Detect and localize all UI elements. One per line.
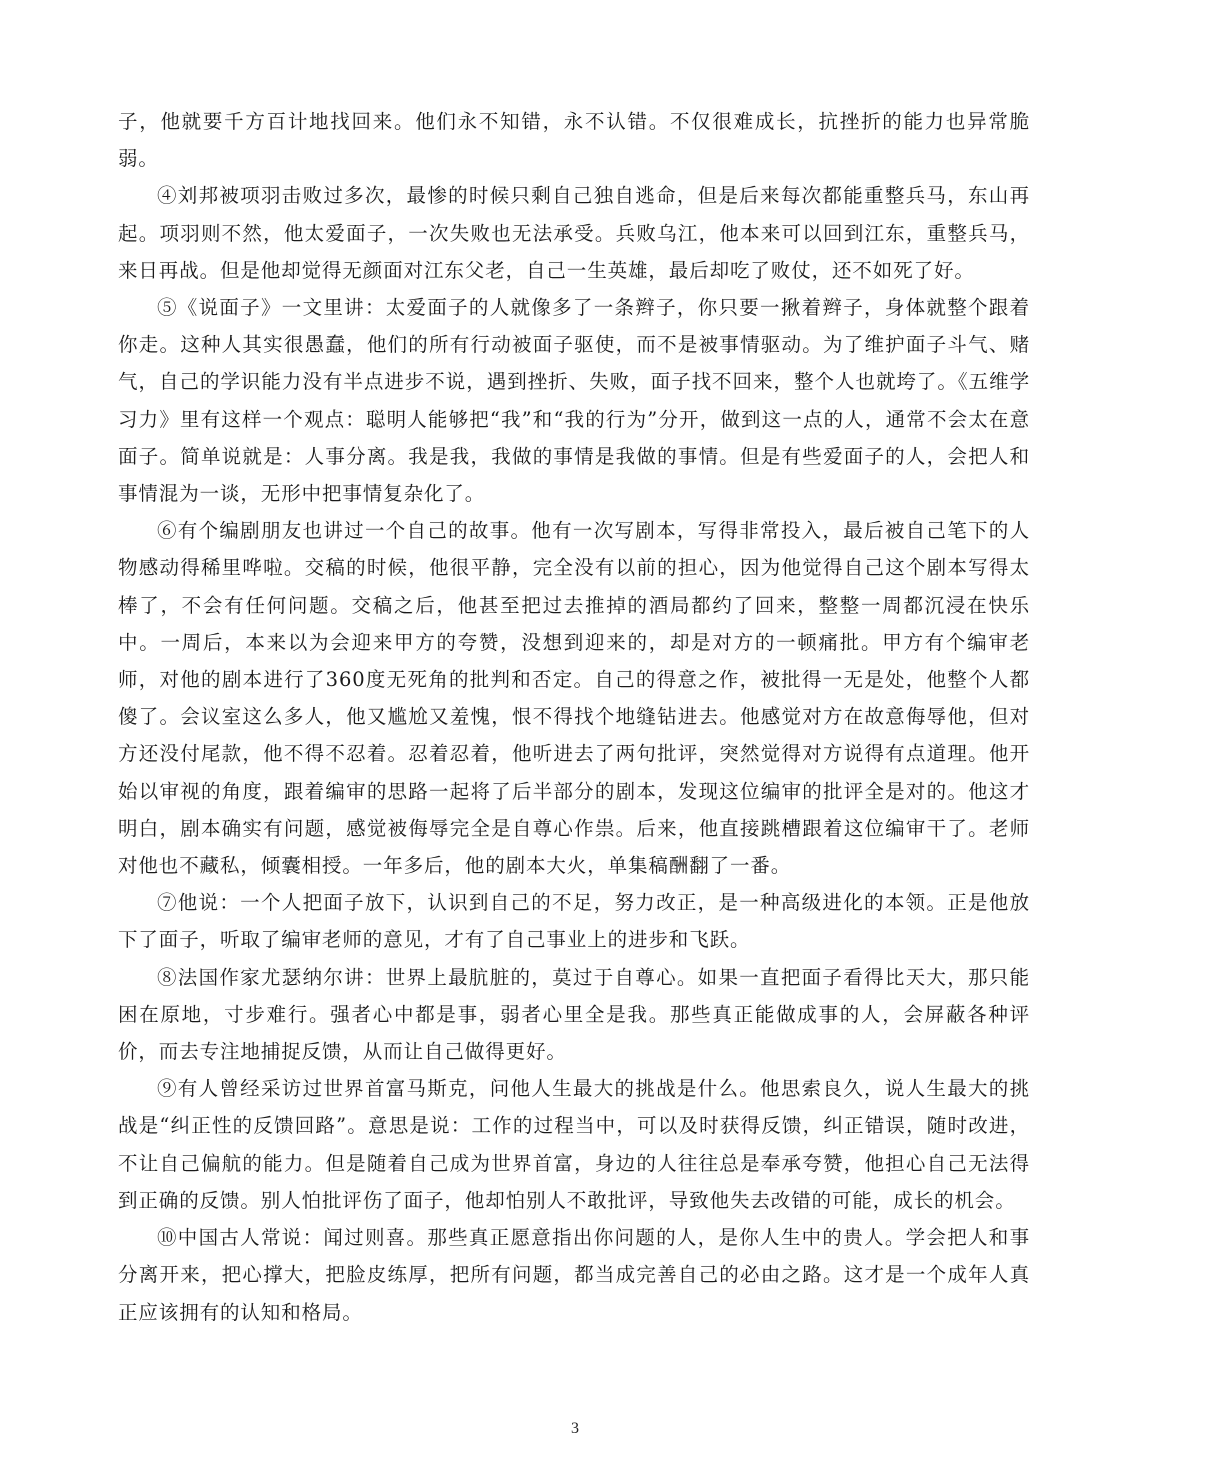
paragraph-7: ⑦他说：一个人把面子放下，认识到自己的不足，努力改正，是一种高级进化的本领。正是他放下了面子，听取了编审老师的意见，才有了自己事业上的进步和飞跃。 — [118, 891, 1030, 952]
paragraph-5: ⑤《说面子》一文里讲：太爱面子的人就像多了一条辫子，你只要一揪着辫子，身体就整个跟着你走。这种人其实很愚蠢，他们的所有行动被面子驱使，而不是被事情驱动。为了维护面子斗气、赌气，自己的学识能力没有半点进步不说，遇到挫折、失败，面子找不回来，整个人也就垮了。《五维学习力》里有这样一个观点：聪明人能够把“我”和“我的行为”分开，做到这一点的人，通常不会太在意面子。简单说就是：人事分离。我是我，我做的事情是我做的事情。但是有些爱面子的人，会把人和事情混为一谈，无形中把事情复杂化了。 — [118, 296, 1030, 506]
paragraph-continued: 子，他就要千方百计地找回来。他们永不知错，永不认错。不仅很难成长，抗挫折的能力也异常脆弱。 — [118, 110, 1030, 171]
paragraph-9: ⑨有人曾经采访过世界首富马斯克，问他人生最大的挑战是什么。他思索良久，说人生最大的挑战是“纠正性的反馈回路”。意思是说：工作的过程当中，可以及时获得反馈，纠正错误，随时改进，不让自己偏航的能力。但是随着自己成为世界首富，身边的人往往总是奉承夸赞，他担心自己无法得到正确的反馈。别人怕批评伤了面子，他却怕别人不敢批评，导致他失去改错的可能，成长的机会。 — [118, 1077, 1030, 1212]
paragraph-8: ⑧法国作家尤瑟纳尔讲：世界上最肮脏的，莫过于自尊心。如果一直把面子看得比天大，那只能困在原地，寸步难行。强者心中都是事，弱者心里全是我。那些真正能做成事的人，会屏蔽各种评价，而去专注地捕捉反馈，从而让自己做得更好。 — [118, 965, 1030, 1064]
paragraph-6: ⑥有个编剧朋友也讲过一个自己的故事。他有一次写剧本，写得非常投入，最后被自己笔下的人物感动得稀里哗啦。交稿的时候，他很平静，完全没有以前的担心，因为他觉得自己这个剧本写得太棒了，不会有任何问题。交稿之后，他甚至把过去推掉的酒局都约了回来，整整一周都沉浸在快乐中。一周后，本来以为会迎来甲方的夸赞，没想到迎来的，却是对方的一顿痛批。甲方有个编审老师，对他的剧本进行了360度无死角的批判和否定。自己的得意之作，被批得一无是处，他整个人都傻了。会议室这么多人，他又尴尬又羞愧，恨不得找个地缝钻进去。他感觉对方在故意侮辱他，但对方还没付尾款，他不得不忍着。忍着忍着，他听进去了两句批评，突然觉得对方说得有点道理。他开始以审视的角度，跟着编审的思路一起将了后半部分的剧本，发现这位编审的批评全是对的。他这才明白，剧本确实有问题，感觉被侮辱完全是自尊心作祟。后来，他直接跳槽跟着这位编审干了。老师对他也不藏私，倾囊相授。一年多后，他的剧本大火，单集稿酬翻了一番。 — [118, 519, 1030, 878]
paragraph-4: ④刘邦被项羽击败过多次，最惨的时候只剩自己独自逃命，但是后来每次都能重整兵马，东山再起。项羽则不然，他太爱面子，一次失败也无法承受。兵败乌江，他本来可以回到江东，重整兵马，来日再战。但是他却觉得无颜面对江东父老，自己一生英雄，最后却吃了败仗，还不如死了好。 — [118, 184, 1030, 282]
article-body — [118, 103, 1030, 1331]
page-number: 3 — [571, 1420, 579, 1437]
paragraph-10: ⑩中国古人常说：闻过则喜。那些真正愿意指出你问题的人，是你人生中的贵人。学会把人和事分离开来，把心撑大，把脸皮练厚，把所有问题，都当成完善自己的必由之路。这才是一个成年人真正应该拥有的认知和格局。 — [118, 1226, 1030, 1324]
